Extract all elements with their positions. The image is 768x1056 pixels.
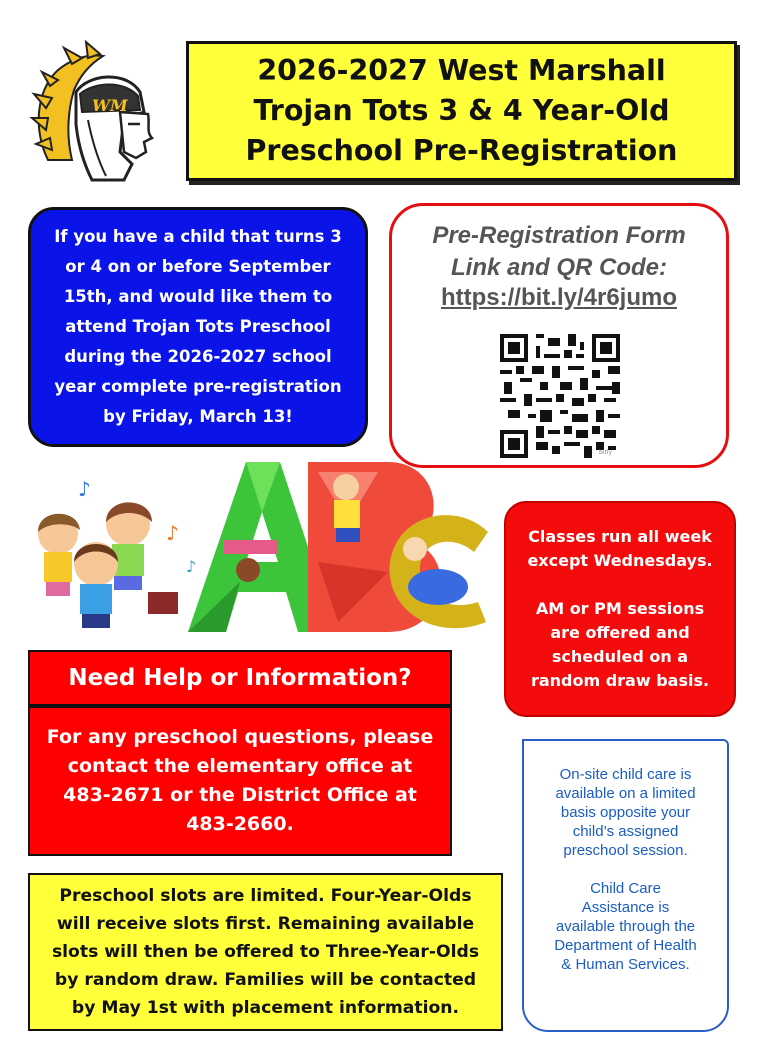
trojan-logo [28,40,168,190]
kids-abc-illustration [18,452,496,642]
slots-line: slots will then be offered to Three-Year-Olds [51,942,480,962]
schedule-line: AM or PM sessions [535,599,705,618]
care-line: On-site child care is [559,766,692,783]
title-banner [186,41,737,181]
svg-text:♪: ♪ [166,521,179,545]
qr-brand-tag: bitly [599,449,613,456]
child-care-box [522,739,729,1032]
schedule-line: except Wednesdays. [527,551,713,570]
schedule-line: random draw basis. [530,671,710,690]
care-line: available on a limited [555,785,696,802]
eligibility-line: during the 2026-2027 school [64,347,332,366]
child-care-assistance [536,879,715,974]
schedule-line: Classes run all week [528,527,712,546]
eligibility-line: If you have a child that turns 3 [54,227,342,246]
care-line: child’s assigned [572,823,679,840]
slots-line: will receive slots first. Remaining available [56,914,475,934]
care-line: & Human Services. [561,956,690,973]
registration-heading [392,220,726,284]
slots-line: by random draw. Families will be contacted [54,970,477,990]
slots-notice-box [28,873,503,1031]
eligibility-box [28,207,368,447]
svg-text:♪: ♪ [78,477,91,501]
slots-line: Preschool slots are limited. Four-Year-Olds [59,886,472,906]
qr-code-icon[interactable] [500,334,620,458]
title-line: Preschool Pre-Registration [245,134,678,167]
title-line: Trojan Tots 3 & 4 Year-Old [253,94,670,127]
care-line: preschool session. [563,842,688,859]
slots-notice-text [52,882,479,1022]
registration-heading-line: Link and QR Code: [451,254,667,281]
eligibility-line: or 4 on or before September [65,257,331,276]
help-heading-box [28,650,452,706]
schedule-line: scheduled on a [551,647,689,666]
care-line: Child Care [590,880,661,897]
svg-text:♪: ♪ [186,557,197,576]
eligibility-line: by Friday, March 13! [103,407,293,426]
child-face-icon [236,558,260,582]
registration-link-box [389,203,729,468]
help-line: 483-2671 or the District Office at [63,784,417,806]
eligibility-line: year complete pre-registration [54,377,342,396]
page-title [246,51,678,171]
help-line: contact the elementary office at [67,755,413,777]
schedule-line: are offered and [550,623,690,642]
help-contact-text [47,723,433,839]
child-face-icon [403,537,427,561]
help-line: 483-2660. [186,813,294,835]
eligibility-line: 15th, and would like them to [63,287,333,306]
class-schedule-text [527,525,712,693]
eligibility-line: attend Trojan Tots Preschool [65,317,331,336]
registration-heading-line: Pre-Registration Form [432,222,686,249]
help-heading: Need Help or Information? [68,665,412,691]
care-line: available through the [555,918,696,935]
logo-monogram: WM [92,96,128,115]
help-contact-box [28,706,452,856]
child-face-icon [333,474,359,500]
title-line: 2026-2027 West Marshall [257,54,666,87]
class-schedule-box [504,501,736,717]
care-line: Department of Health [554,937,697,954]
child-care-availability [536,765,715,860]
registration-link[interactable]: https://bit.ly/4r6jumo [440,284,677,311]
care-line: Assistance is [581,899,670,916]
eligibility-text [54,222,341,432]
slots-line: by May 1st with placement information. [71,998,460,1018]
help-line: For any preschool questions, please [46,726,434,748]
care-line: basis opposite your [560,804,691,821]
singing-kids-icon [38,477,196,628]
